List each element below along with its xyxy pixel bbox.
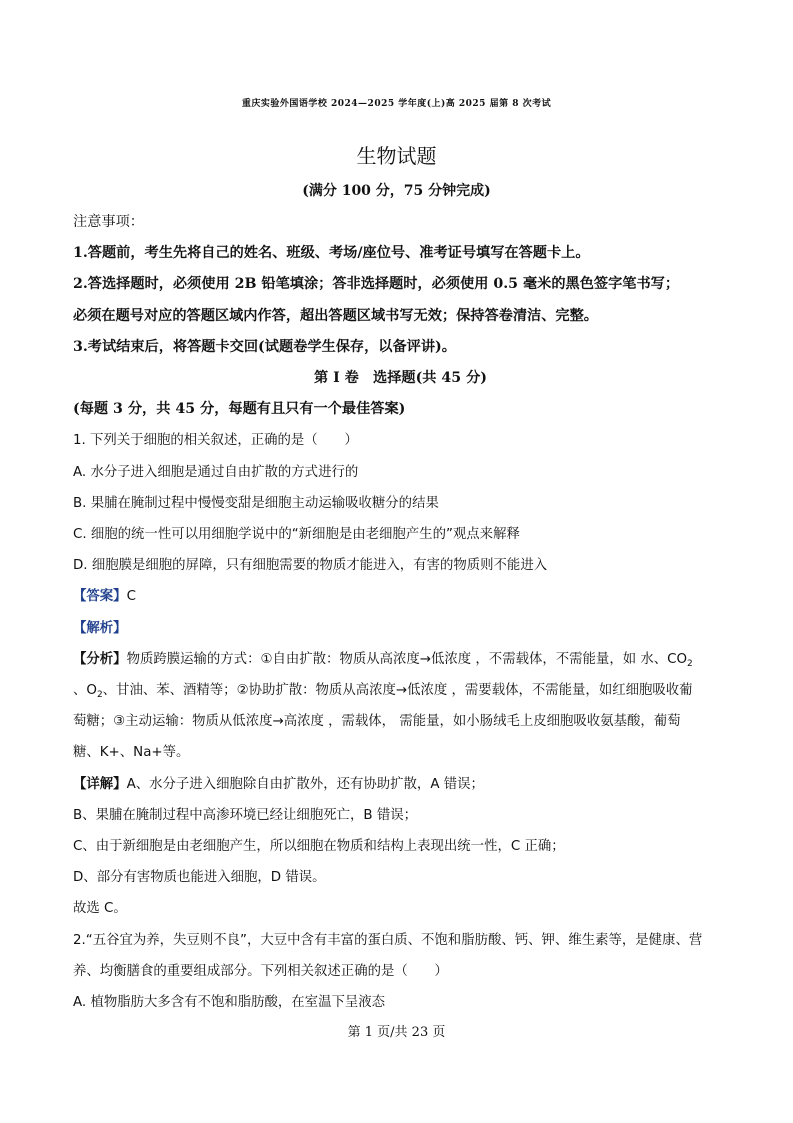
- fenxi-line-3: 萄糖；③主动运输：物质从低浓度→高浓度 ，需载体， 需能量，如小肠绒毛上皮细胞吸收氨基酸，葡萄: [73, 714, 681, 730]
- fenxi-text-2b: 、甘油、苯、酒精等；②协助扩散：物质从高浓度→低浓度 ，需要载体，不需能量，如红细胞吸收葡: [102, 683, 693, 699]
- answer-tag: 【答案】: [73, 589, 127, 605]
- section-title: 第 I 卷 选择题(共 45 分): [313, 370, 488, 387]
- question-2-option-a: A. 植物脂肪大多含有不饱和脂肪酸，在室温下呈液态: [73, 995, 386, 1011]
- detail-tag: 【详解】: [73, 776, 127, 792]
- page-footer: 第 1 页/共 23 页: [347, 1025, 446, 1040]
- section-instruction: (每题 3 分，共 45 分，每题有且只有一个最佳答案): [73, 401, 406, 418]
- fenxi-text-1: 物质跨膜运输的方式：①自由扩散：物质从高浓度→低浓度 ，不需载体，不需能量，如 水、CO: [126, 651, 688, 667]
- fenxi-line-4: 糖、K+、Na+等。: [73, 745, 190, 761]
- fenxi-sub-2: 2: [96, 690, 103, 701]
- fenxi-tag: 【分析】: [73, 651, 127, 667]
- detail-line-b: B、果脯在腌制过程中高渗环境已经让细胞死亡，B 错误；: [73, 807, 418, 823]
- notes-item-3: 3.考试结束后，将答题卡交回(试题卷学生保存，以备评讲)。: [73, 338, 456, 355]
- fenxi-sub-1: 2: [687, 658, 693, 669]
- notes-item-2-line-2: 必须在题号对应的答题区域内作答，超出答题区域书写无效；保持答卷清洁、完整。: [73, 307, 598, 324]
- question-2-stem-line-1: 2.“五谷宜为养，失豆则不良”，大豆中含有丰富的蛋白质、不饱和脂肪酸、钙、钾、维生素等，是健康、营: [73, 932, 703, 948]
- conclusion-line: 故选 C。: [73, 901, 127, 917]
- notes-item-2-line-1: 2.答选择题时，必须使用 2B 铅笔填涂；答非选择题时，必须使用 0.5 毫米的黑色签字笔书写；: [73, 276, 680, 293]
- subject-title: 生物试题: [356, 144, 437, 168]
- question-1-stem: 1. 下列关于细胞的相关叙述，正确的是（ ）: [73, 433, 358, 449]
- exam-content: [73, 207, 728, 1018]
- detail-line-d: D、部分有害物质也能进入细胞，D 错误。: [73, 870, 326, 886]
- fenxi-line-1: [73, 644, 728, 675]
- fenxi-text-2a: 、O: [73, 683, 97, 699]
- fenxi-line-2: [73, 675, 728, 706]
- exam-title: 重庆实验外国语学校 2024—2025 学年度(上)高 2025 届第 8 次考试: [241, 99, 552, 109]
- detail-line-c: C、由于新细胞是由老细胞产生，所以细胞在物质和结构上表现出统一性，C 正确；: [73, 839, 565, 855]
- notes-item-1: 1.答题前，考生先将自己的姓名、班级、考场/座位号、准考证号填写在答题卡上。: [73, 245, 590, 262]
- question-1-option-a: A. 水分子进入细胞是通过自由扩散的方式进行的: [73, 464, 359, 480]
- analysis-line: [73, 613, 728, 644]
- question-1-option-d: D. 细胞膜是细胞的屏障，只有细胞需要的物质才能进入，有害的物质则不能进入: [73, 558, 548, 574]
- analysis-tag: 【解析】: [73, 620, 127, 636]
- detail-text-a: A、水分子进入细胞除自由扩散外，还有协助扩散，A 错误；: [126, 776, 484, 792]
- detail-line-a: [73, 769, 728, 800]
- question-1-option-b: B. 果脯在腌制过程中慢慢变甜是细胞主动运输吸收糖分的结果: [73, 495, 439, 511]
- question-1-option-c: C. 细胞的统一性可以用细胞学说中的“新细胞是由老细胞产生的”观点来解释: [73, 527, 520, 543]
- question-2-stem-line-2: 养、均衡膳食的重要组成部分。下列相关叙述正确的是（ ）: [73, 963, 448, 979]
- notes-heading: 注意事项：: [73, 214, 144, 230]
- answer-line: [73, 581, 728, 612]
- answer-value: C: [126, 589, 136, 605]
- score-info: (满分 100 分，75 分钟完成): [302, 183, 491, 199]
